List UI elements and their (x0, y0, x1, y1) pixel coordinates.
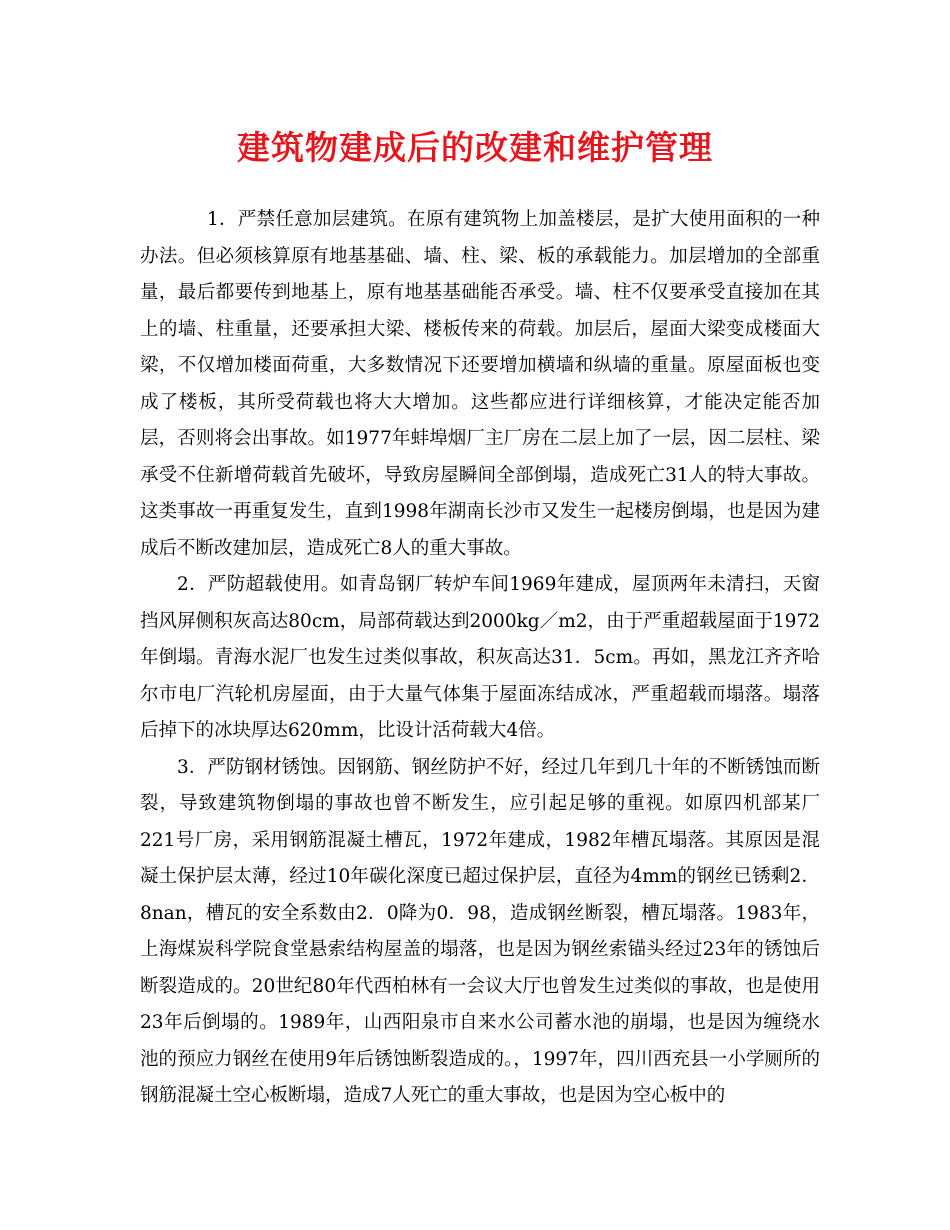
document-title: 建筑物建成后的改建和维护管理 (237, 128, 713, 167)
paragraph-1: 1．严禁任意加层建筑。在原有建筑物上加盖楼层，是扩大使用面积的一种办法。但必须核算原有地基基础、墙、柱、梁、板的承载能力。加层增加的全部重量，最后都要传到地基上，原有地基基础能否承受。墙、柱不仅要承受直接加在其上的墙、柱重量，还要承担大梁、楼板传来的荷载。加层后，屋面大梁变成楼面大梁，不仅增加楼面荷重，大多数情况下还要增加横墙和纵墙的重量。原屋面板也变成了楼板，其所受荷载也将大大增加。这些都应进行详细核算，才能决定能否加层，否则将会出事故。如1977年蚌埠烟厂主厂房在二层上加了一层，因二层柱、梁承受不住新增荷载首先破坏，导致房屋瞬间全部倒塌，造成死亡31人的特大事故。这类事故一再重复发生，直到1998年湖南长沙市又发生一起楼房倒塌，也是因为建成后不断改建加层，造成死亡8人的重大事故。 (140, 209, 820, 559)
document-body (140, 202, 820, 1115)
paragraph-2: 2．严防超载使用。如青岛钢厂转炉车间1969年建成，屋顶两年未清扫，天窗挡风屏侧积灰高达80cm，局部荷载达到2000kg／m2，由于严重超载屋面于1972年倒塌。青海水泥厂也发生过类似事故，积灰高达31．5cm。再如，黑龙江齐齐哈尔市电厂汽轮机房屋面，由于大量气体集于屋面冻结成冰，严重超载而塌落。塌落后掉下的冰块厚达620mm，比设计活荷载大4倍。 (140, 574, 820, 741)
paragraph-3: 3．严防钢材锈蚀。因钢筋、钢丝防护不好，经过几年到几十年的不断锈蚀而断裂，导致建筑物倒塌的事故也曾不断发生，应引起足够的重视。如原四机部某厂221号厂房，采用钢筋混凝土槽瓦，1972年建成，1982年槽瓦塌落。其原因是混凝土保护层太薄，经过10年碳化深度已超过保护层，直径为4mm的钢丝已锈剩2．8nan，槽瓦的安全系数由2．0降为0．98，造成钢丝断裂，槽瓦塌落。1983年，上海煤炭科学院食堂悬索结构屋盖的塌落，也是因为钢丝索锚头经过23年的锈蚀后断裂造成的。20世纪80年代西柏林有一会议大厅也曾发生过类似的事故，也是使用23年后倒塌的。1989年，山西阳泉市自来水公司蓄水池的崩塌，也是因为缠绕水池的预应力钢丝在使用9年后锈蚀断裂造成的。，1997年，四川西充县一小学厕所的钢筋混凝土空心板断塌，造成7人死亡的重大事故，也是因为空心板中的 (140, 756, 820, 1106)
